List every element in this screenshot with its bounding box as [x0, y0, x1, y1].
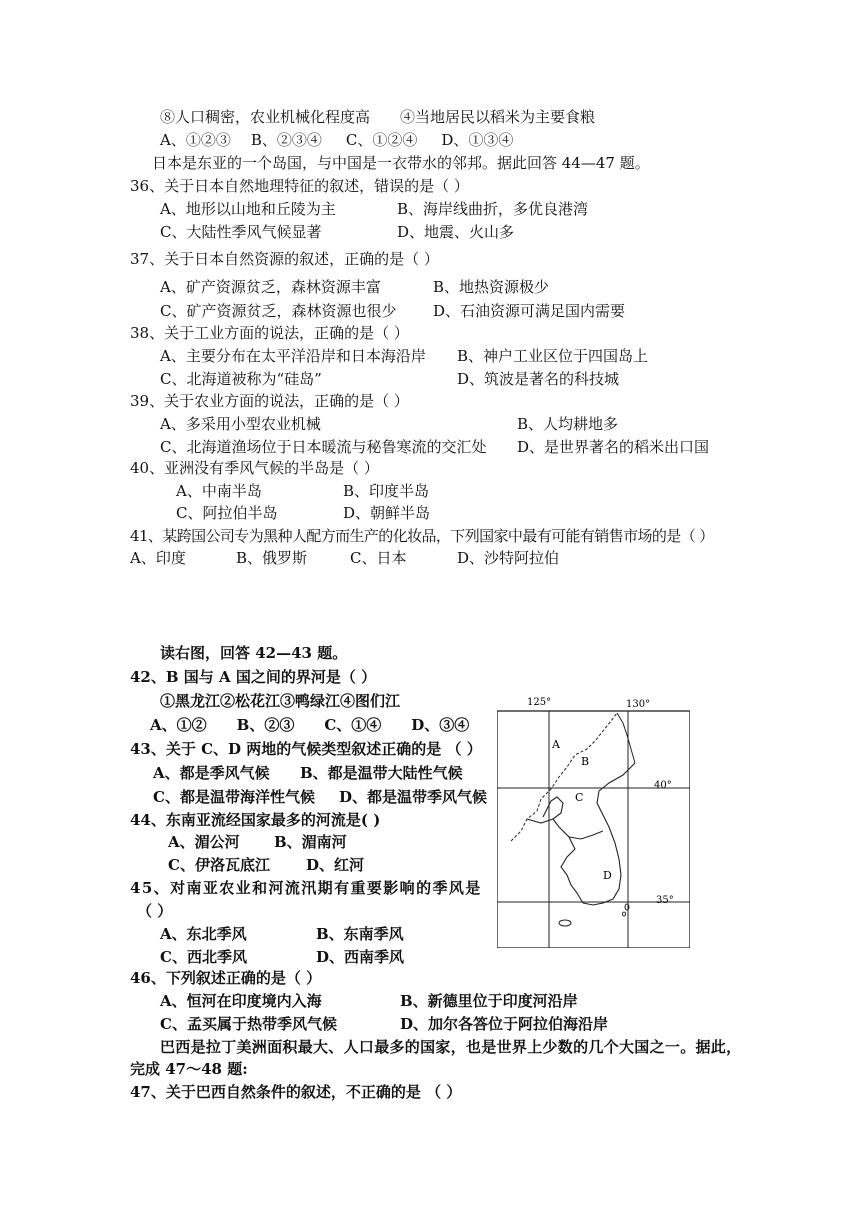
q43-option-d: D、都是温带季风气候	[339, 788, 488, 806]
intro-brazil: 巴西是拉丁美洲面积最大、人口最多的国家，也是世界上少数的几个大国之一。据此，	[160, 1038, 742, 1056]
q38-option-b: B、神户工业区位于四国岛上	[457, 347, 649, 365]
map-frame	[497, 711, 690, 948]
q40-option-a: A、中南半岛	[176, 482, 262, 500]
q38-stem: 38、关于工业方面的说法，正确的是（ ）	[130, 324, 409, 342]
border-dashed	[511, 713, 617, 841]
q46-option-d: D、加尔各答位于阿拉伯海沿岸	[400, 1015, 609, 1033]
intro-japan: 日本是东亚的一个岛国，与中国是一衣带水的邻邦。据此回答 44—47 题。	[152, 154, 650, 172]
q37-stem: 37、关于日本自然资源的叙述，正确的是（ ）	[130, 250, 439, 268]
q35-stmt-b: ④当地居民以稻米为主要食粮	[400, 108, 596, 126]
q44-option-a: A、湄公河	[168, 833, 240, 851]
q44-option-c: C、伊洛瓦底江	[168, 856, 270, 874]
q38-option-d: D、筑波是著名的科技城	[457, 370, 620, 388]
q39-option-d: D、是世界著名的稻米出口国	[517, 438, 710, 456]
q41-option-c: C、日本	[350, 549, 407, 567]
region-label-a: A	[552, 738, 560, 751]
q44-option-d: D、红河	[306, 856, 365, 874]
q40-option-b: B、印度半岛	[343, 482, 430, 500]
q43-stem: 43、关于 C、D 两地的气候类型叙述正确的是 （ ）	[130, 740, 482, 758]
q37-option-b: B、地热资源极少	[433, 278, 550, 296]
q43-option-c: C、都是温带海洋性气候	[153, 788, 315, 806]
region-label-b: B	[581, 755, 590, 768]
q39-stem: 39、关于农业方面的说法，正确的是（ ）	[130, 392, 409, 410]
korean-peninsula-map	[497, 693, 690, 948]
lat-label-40: 40°	[654, 780, 672, 791]
q36-stem: 36、关于日本自然地理特征的叙述，错误的是（ ）	[130, 177, 469, 195]
region-label-d: D	[603, 869, 612, 882]
q43-option-a: A、都是季风气候	[153, 764, 270, 782]
option-a: A、①②③	[160, 131, 231, 149]
q35-statement	[160, 107, 595, 127]
q45-stem: 45、对南亚农业和河流汛期有重要影响的季风是	[130, 879, 482, 897]
lon-label-125: 125°	[527, 697, 552, 708]
q46-stem: 46、下列叙述正确的是（ ）	[130, 969, 322, 987]
q36-option-c: C、大陆性季风气候显著	[160, 223, 322, 241]
coast-north	[617, 713, 635, 763]
lon-label-130: 130°	[626, 699, 651, 710]
q36-option-a: A、地形以山地和丘陵为主	[160, 200, 336, 218]
dmz-line	[569, 831, 603, 839]
tsushima-island-small	[623, 912, 626, 916]
intro-map: 读右图，回答 42—43 题。	[160, 644, 348, 662]
q40-stem: 40、亚洲没有季风气候的半岛是（ ）	[130, 459, 379, 477]
option-a: A、①②	[150, 716, 207, 734]
q41-stem: 41、某跨国公司专为黑种人配方而生产的化妆品，下列国家中最有可能有销售市场的是（ ）	[130, 527, 714, 545]
q37-option-d: D、石油资源可满足国内需要	[433, 302, 626, 320]
q45-option-d: D、西南季风	[316, 948, 405, 966]
coast-east	[583, 763, 635, 905]
q37-option-a: A、矿产资源贫乏，森林资源丰富	[160, 278, 381, 296]
q43-option-b: B、都是温带大陆性气候	[300, 764, 463, 782]
region-label-c: C	[575, 791, 584, 804]
option-d: D、③④	[411, 716, 470, 734]
jeju-island	[559, 920, 571, 926]
option-c: C、①②④	[345, 131, 418, 149]
q42-options	[150, 715, 469, 735]
q37-option-c: C、矿产资源贫乏，森林资源也很少	[160, 302, 397, 320]
q42-list: ①黑龙江②松花江③鸭绿江④图们江	[160, 692, 401, 710]
q39-option-a: A、多采用小型农业机械	[160, 415, 321, 433]
q45-option-b: B、东南季风	[316, 925, 404, 943]
q46-option-a: A、恒河在印度境内入海	[160, 992, 322, 1010]
option-d: D、①③④	[441, 131, 514, 149]
q46-option-b: B、新德里位于印度河沿岸	[400, 992, 578, 1010]
q46-option-c: C、孟买属于热带季风气候	[160, 1015, 337, 1033]
q41-option-d: D、沙特阿拉伯	[457, 549, 560, 567]
q35-options	[160, 130, 513, 150]
q45-option-a: A、东北季风	[160, 925, 247, 943]
q45-stem-paren: （ ）	[137, 902, 173, 920]
q38-option-c: C、北海道被称为“硅岛”	[160, 370, 322, 388]
q38-option-a: A、主要分布在太平洋沿岸和日本海沿岸	[160, 347, 426, 365]
option-b: B、②③④	[250, 131, 322, 149]
lat-label-35: 35°	[656, 895, 674, 906]
q39-option-c: C、北海道渔场位于日本暖流与秘鲁寒流的交汇处	[160, 438, 487, 456]
q45-option-c: C、西北季风	[160, 948, 247, 966]
q44-option-b: B、湄南河	[274, 833, 347, 851]
q36-option-b: B、海岸线曲折，多优良港湾	[397, 200, 589, 218]
intro-brazil-cont: 完成 47～48 题:	[130, 1060, 248, 1078]
option-b: B、②③	[236, 716, 295, 734]
q41-option-b: B、俄罗斯	[236, 549, 308, 567]
q40-option-d: D、朝鲜半岛	[343, 504, 431, 522]
option-c: C、①④	[324, 716, 382, 734]
q40-option-c: C、阿拉伯半岛	[176, 504, 278, 522]
q47-stem: 47、关于巴西自然条件的叙述，不正确的是 （ ）	[130, 1083, 462, 1101]
q36-option-d: D、地震、火山多	[397, 223, 515, 241]
q35-stmt-a: ⑧人口稠密，农业机械化程度高	[160, 108, 371, 126]
q39-option-b: B、人均耕地多	[517, 415, 619, 433]
q41-option-a: A、印度	[130, 549, 186, 567]
q42-stem: 42、B 国与 A 国之间的界河是（ ）	[130, 668, 377, 686]
q44-stem: 44、东南亚流经国家最多的河流是( )	[130, 811, 381, 829]
